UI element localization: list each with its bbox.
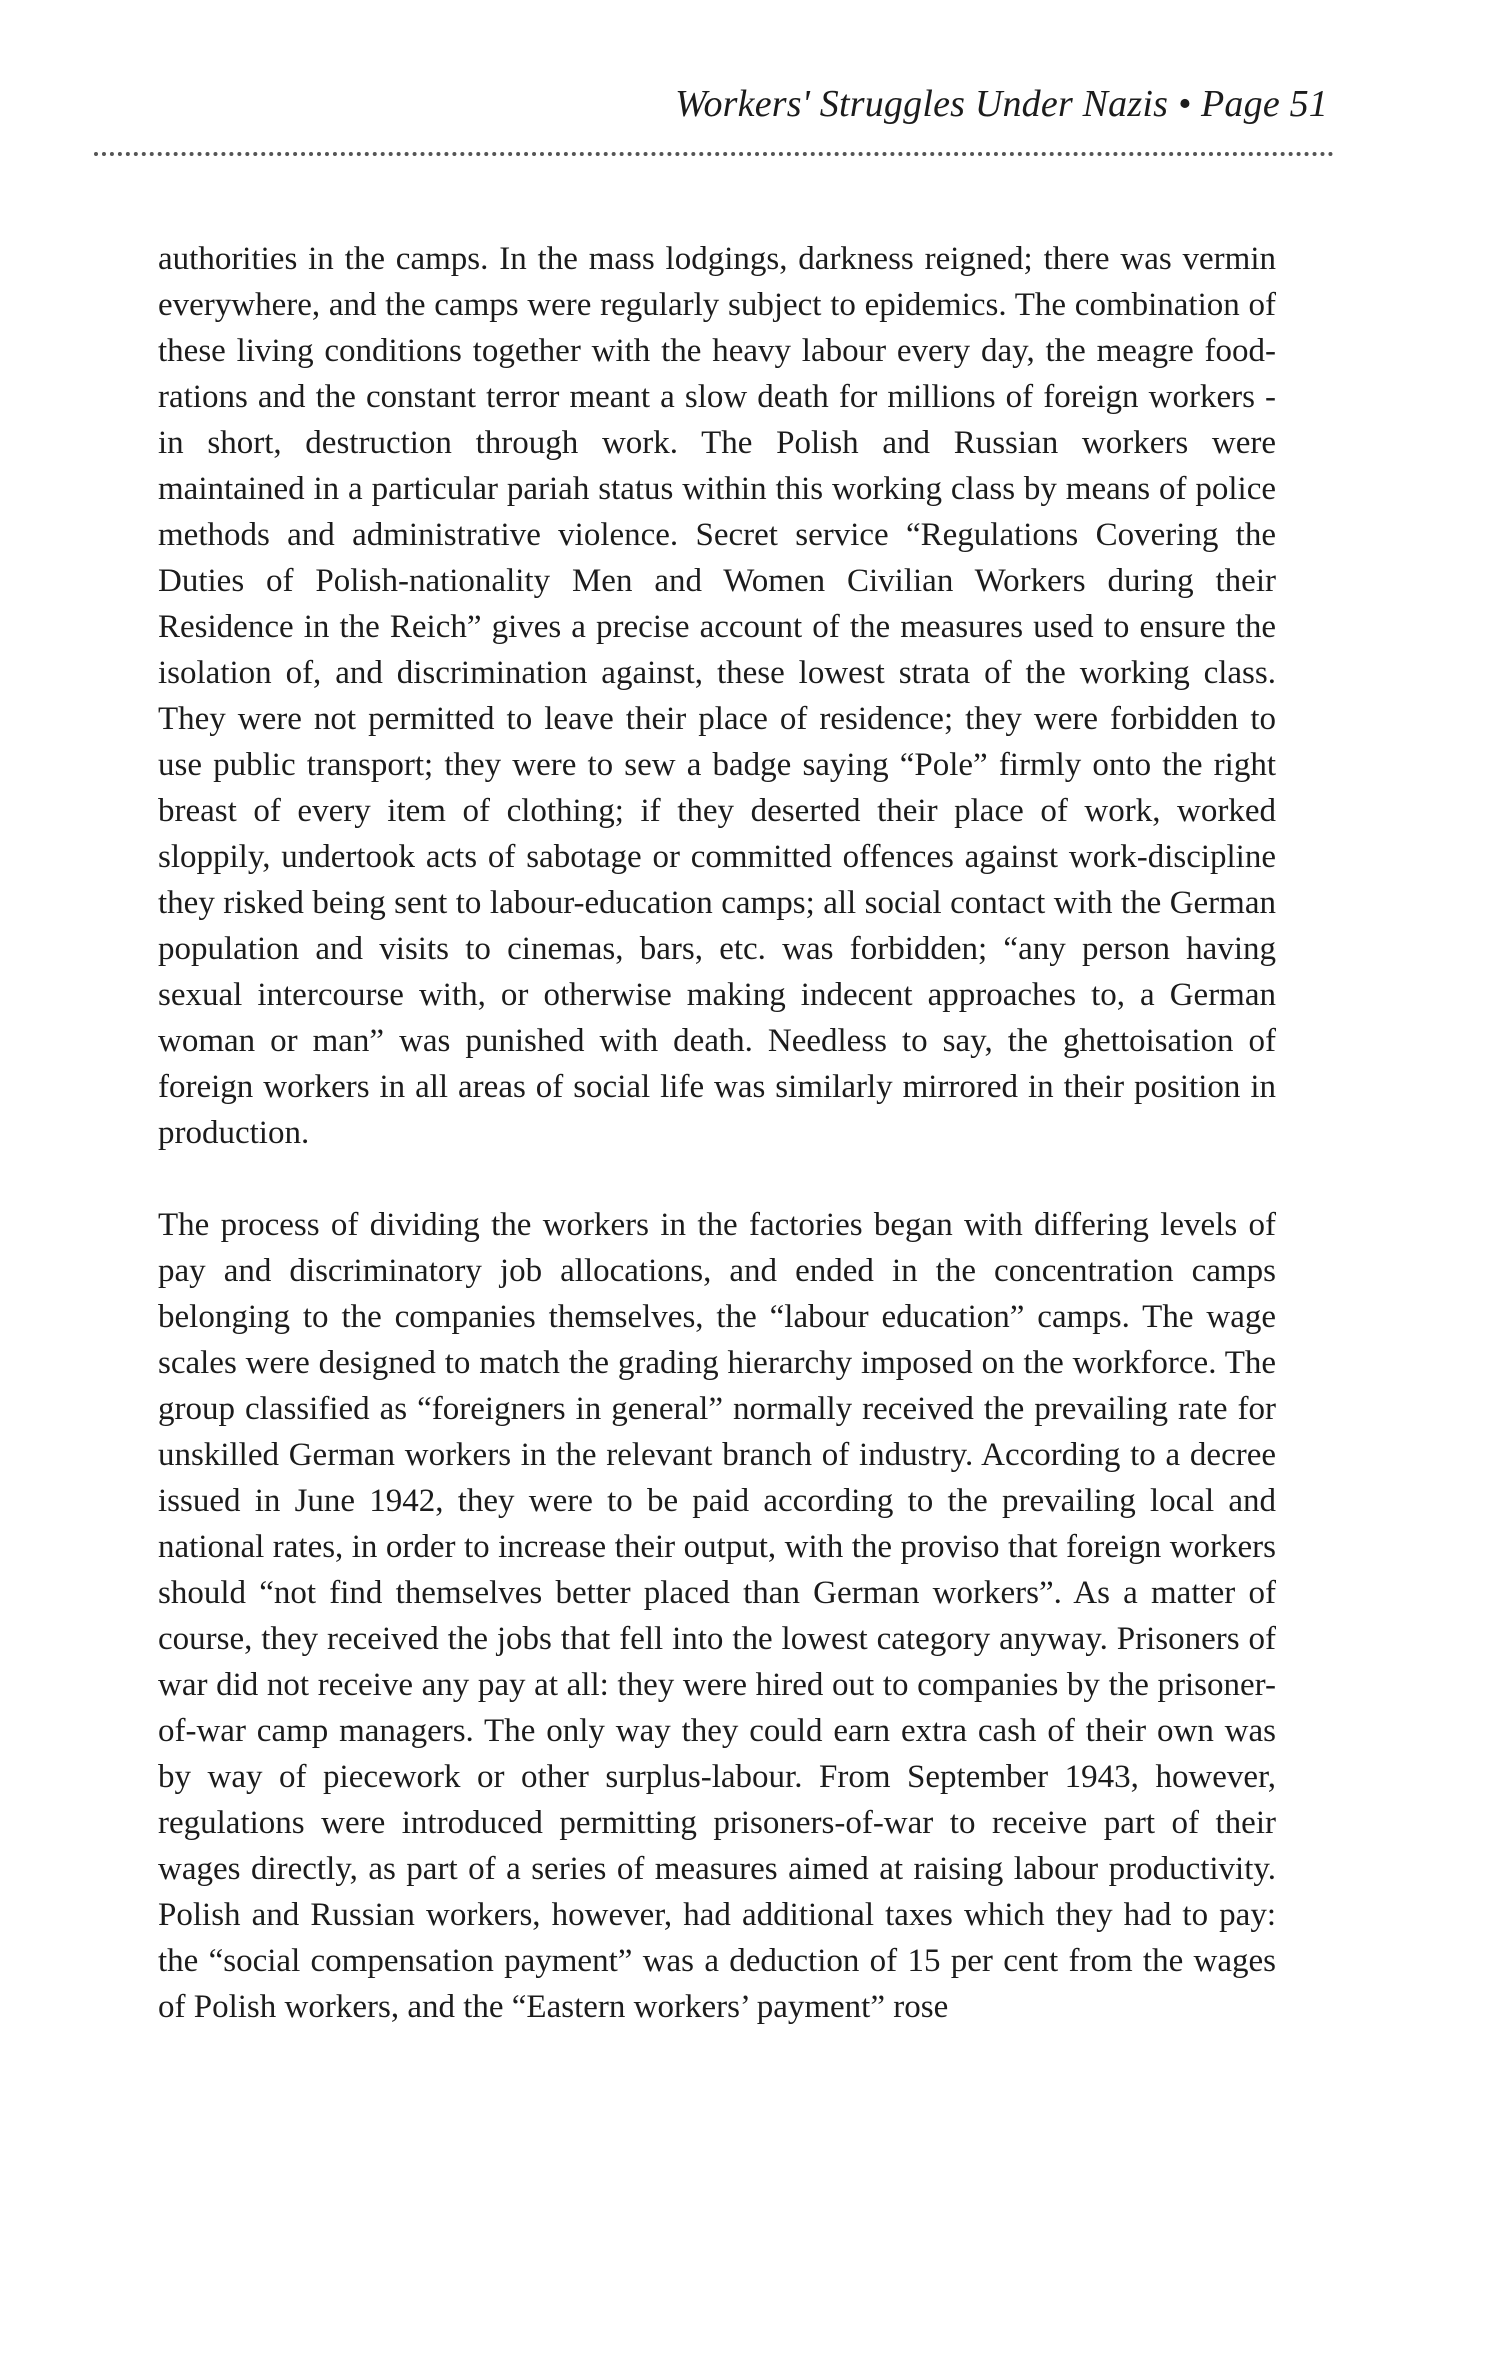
paragraph-1: authorities in the camps. In the mass lodgings, darkness reigned; there was vermin everywhere, and the camps were regularly subject to epidemics. The combination of these living conditions together with the heavy labour every day, the meagre food-rations and the constant terror meant a slow death for millions of foreign workers - in short, destruction through work. The Polish and Russian workers were maintained in a particular pariah status within this working class by means of police methods and administrative violence. Secret service “Regulations Covering the Duties of Polish-nationality Men and Women Civilian Workers during their Residence in the Reich” gives a precise account of the measures used to ensure the isolation of, and discrimination against, these lowest strata of the working class. They were not permitted to leave their place of residence; they were forbidden to use public transport; they were to sew a badge saying “Pole” firmly onto the right breast of every item of clothing; if they deserted their place of work, worked sloppily, undertook acts of sabotage or committed offences against work-discipline they risked being sent to labour-education camps; all social contact with the German population and visits to cinemas, bars, etc. was forbidden; “any person having sexual intercourse with, or otherwise making indecent approaches to, a German woman or man” was punished with death. Needless to say, the ghettoisation of foreign workers in all areas of social life was similarly mirrored in their position in production. [158,241,1276,1151]
running-header: Workers' Struggles Under Nazis • Page 51 [675,83,1328,125]
body-text [158,236,1276,2030]
header-dotted-rule [94,152,1334,156]
paragraph-2: The process of dividing the workers in the factories began with differing levels of pay and discriminatory job allocations, and ended in the concentration camps belonging to the companies themselves, the “labour education” camps. The wage scales were designed to match the grading hierarchy imposed on the workforce. The group classified as “foreigners in general” normally received the prevailing rate for unskilled German workers in the relevant branch of industry. According to a decree issued in June 1942, they were to be paid according to the prevailing local and national rates, in order to increase their output, with the proviso that foreign workers should “not find themselves better placed than German workers”. As a matter of course, they received the jobs that fell into the lowest category anyway. Prisoners of war did not receive any pay at all: they were hired out to companies by the prisoner-of-war camp managers. The only way they could earn extra cash of their own was by way of piecework or other surplus-labour. From September 1943, however, regulations were introduced permitting prisoners-of-war to receive part of their wages directly, as part of a series of measures aimed at raising labour productivity. Polish and Russian workers, however, had additional taxes which they had to pay: the “social compensation payment” was a deduction of 15 per cent from the wages of Polish workers, and the “Eastern workers’ payment” rose [158,1207,1276,2025]
